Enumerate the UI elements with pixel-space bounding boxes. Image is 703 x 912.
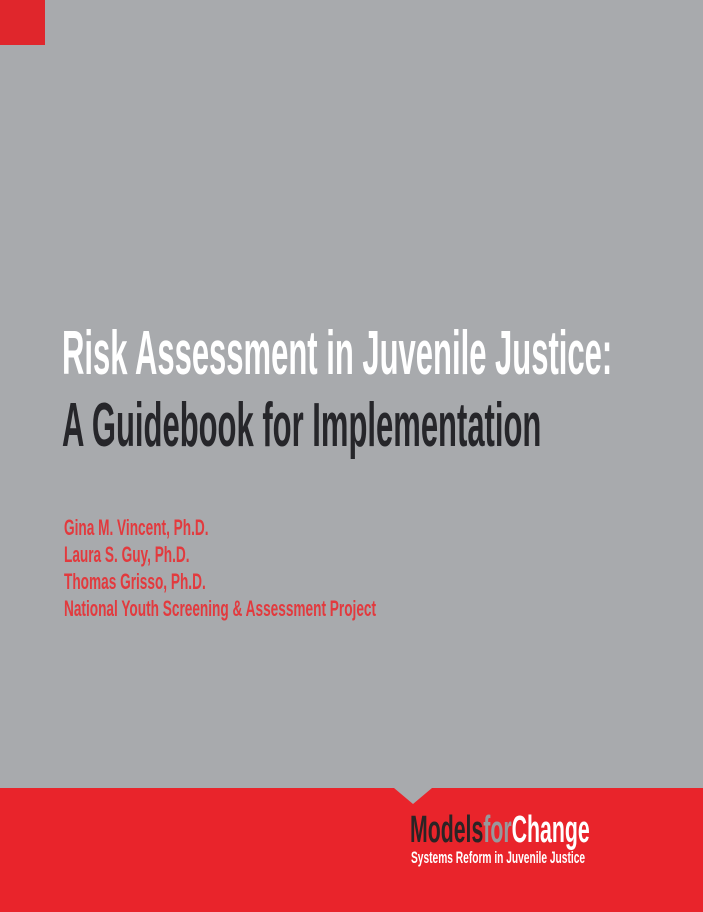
cover-title-line-1: Risk Assessment in Juvenile Justice: [62,319,613,388]
author-line: Laura S. Guy, Ph.D. [64,542,190,567]
logo-text-change: Change [511,809,590,851]
band-notch-triangle [394,788,432,804]
cover-title-line-2: A Guidebook for Implementation [62,391,542,460]
logo-text-models: Models [410,809,484,851]
footer-band [0,788,703,912]
models-for-change-logo [410,811,590,849]
logo-tagline: Systems Reform in Juvenile Justice [411,848,586,867]
author-line: National Youth Screening & Assessment Project [64,596,377,621]
logo-text-for: for [483,809,512,851]
author-block [64,514,376,622]
corner-accent-square [0,0,45,45]
author-line: Gina M. Vincent, Ph.D. [64,515,209,540]
author-line: Thomas Grisso, Ph.D. [64,569,206,594]
